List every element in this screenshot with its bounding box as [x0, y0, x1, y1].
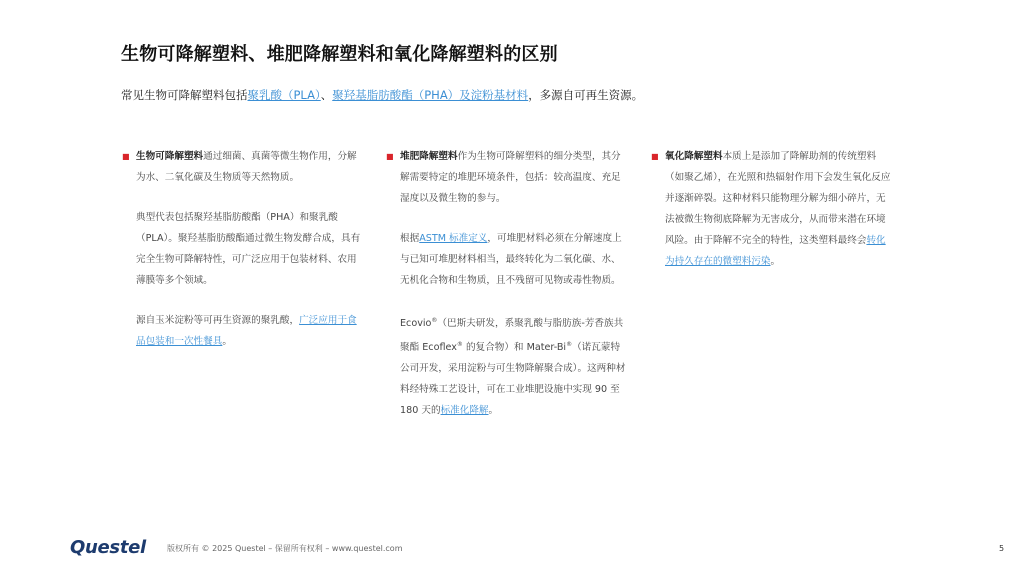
- page-number: 5: [999, 544, 1005, 553]
- questel-logo: Questel: [70, 537, 146, 558]
- compostable-intro-text: 作为生物可降解塑料的细分类型，其分解需要特定的堆肥环境条件，包括：较高温度、充足湿度以及微生物的参与。: [400, 151, 621, 204]
- food-packaging-link[interactable]: 广泛应用于食品包装和一次性餐具: [136, 315, 357, 347]
- pla-applications-pre: 源自玉米淀粉等可再生资源的聚乳酸，: [136, 315, 300, 326]
- subtitle-post: ，多源自可再生资源。: [528, 88, 644, 102]
- ecovio-a: Ecovio: [400, 318, 432, 330]
- compostable-term: 堆肥降解塑料: [400, 151, 458, 162]
- ecovio-e: 。: [488, 405, 499, 417]
- ecovio-c: 的复合物）和 Mater-Bi: [462, 342, 567, 354]
- bullet-icon: ■: [386, 152, 394, 161]
- bullet-icon: ■: [122, 152, 130, 161]
- bullet-icon: ■: [651, 152, 659, 161]
- registered-mark: ®: [456, 341, 463, 349]
- pha-starch-link[interactable]: 聚羟基脂肪酸酯（PHA）及淀粉基材料: [332, 88, 529, 102]
- biodegradable-examples: 典型代表包括聚羟基脂肪酸酯（PHA）和聚乳酸（PLA）。聚羟基脂肪酸酯通过微生物发酵合成，具有完全生物可降解特性，可广泛应用于包装材料、农用薄膜等多个领域。: [136, 212, 361, 286]
- page-title: 生物可降解塑料、堆肥降解塑料和氧化降解塑料的区别: [121, 44, 558, 65]
- oxo-description: [665, 146, 891, 272]
- column-oxo-degradable: [651, 146, 891, 291]
- standardized-degradation-link[interactable]: 标准化降解: [440, 405, 489, 417]
- astm-pre: 根据: [400, 233, 420, 244]
- astm-post: ，可堆肥材料必须在分解速度上与已知可堆肥材料相当，最终转化为二氧化碳、水、无机化合物和生物质，且不残留可见物或毒性物质。: [400, 233, 622, 286]
- pla-applications-post: 。: [222, 336, 232, 347]
- oxo-text: 本质上是添加了降解助剂的传统塑料（如聚乙烯），在光照和热辐射作用下会发生氧化反应并逐渐碎裂。这种材料只能物理分解为细小碎片，无法被微生物彻底降解为无害成分，从而带来潜在环境风险。由于降解不完全的特性，这类塑料最终会: [665, 151, 891, 246]
- registered-mark: ®: [431, 317, 438, 324]
- compostable-intro: [400, 146, 626, 209]
- ecovio-b: （巴斯夫研发，系聚乳酸与脂肪族-芳香族共聚酯 Ecoflex: [400, 318, 624, 354]
- registered-mark: ®: [566, 341, 573, 349]
- biodegradable-intro-text: 通过细菌、真菌等微生物作用，分解为水、二氧化碳及生物质等天然物质。: [136, 151, 357, 183]
- copyright-text: 版权所有 © 2025 Questel – 保留所有权利 – www.questel.com: [167, 544, 403, 553]
- subtitle-sep: 、: [320, 88, 333, 102]
- oxo-term: 氧化降解塑料: [665, 151, 723, 162]
- column-compostable: [386, 146, 626, 440]
- astm-standard-link[interactable]: ASTM 标准定义: [419, 233, 488, 244]
- ecovio-d: （诺瓦蒙特公司开发，采用淀粉与可生物降解聚合成）。这两种材料经特殊工艺设计，可在工业堆肥设施中实现 90 至 180 天的: [400, 342, 626, 417]
- subtitle-pre: 常见生物可降解塑料包括: [121, 88, 248, 102]
- biodegradable-intro: [136, 146, 362, 188]
- microplastic-link[interactable]: 转化为持久存在的微塑料污染: [665, 235, 886, 267]
- pla-link[interactable]: 聚乳酸（PLA）: [247, 88, 321, 102]
- astm-definition: [400, 228, 626, 291]
- subtitle: [121, 87, 643, 103]
- pla-applications: [136, 310, 362, 352]
- oxo-post: 。: [770, 256, 781, 267]
- column-biodegradable: [122, 146, 362, 371]
- ecovio-materbi: [400, 310, 626, 421]
- biodegradable-term: 生物可降解塑料: [136, 151, 204, 162]
